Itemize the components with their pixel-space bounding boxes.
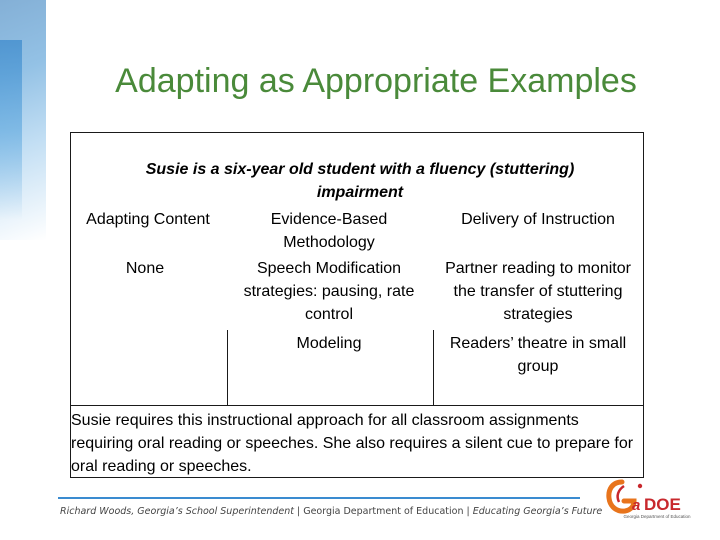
footer-superintendent: Richard Woods, Georgia’s School Superintendent [60, 506, 294, 517]
table-heading: Susie is a six-year old student with a fluency (stuttering) impairment [145, 161, 575, 201]
table-note: Susie requires this instructional approach for all classroom assignments requiring oral reading or speeches. She also requires a silent cue to prepare for oral reading or speeches. [71, 412, 634, 475]
footer-separator: | [293, 506, 304, 517]
row-divider [70, 405, 644, 406]
footer-separator: | [463, 506, 473, 517]
row2-delivery: Readers’ theatre in small group [449, 335, 627, 375]
slide-title: Adapting as Appropriate Examples [115, 62, 637, 100]
svg-text:a: a [632, 497, 641, 514]
row2-methodology: Modeling [296, 335, 362, 352]
logo-subtext: Georgia Department of Education [623, 514, 691, 519]
header-adapting-content: Adapting Content [86, 211, 210, 228]
footer-tagline: Educating Georgia’s Future [472, 506, 603, 517]
row1-methodology: Speech Modification strategies: pausing, rate control [243, 260, 415, 323]
row1-delivery: Partner reading to monitor the transfer of stuttering strategies [445, 260, 631, 323]
header-evidence-based-methodology: Evidence-Based Methodology [270, 211, 388, 251]
column-divider [433, 330, 434, 405]
header-delivery-of-instruction: Delivery of Instruction [461, 211, 615, 228]
footer-department: Georgia Department of Education [303, 506, 464, 517]
footer-text [60, 506, 602, 517]
column-divider [227, 330, 228, 405]
footer-rule [58, 497, 580, 499]
logo-text: DOE [644, 495, 681, 514]
row1-adapting-content: None [125, 260, 165, 277]
